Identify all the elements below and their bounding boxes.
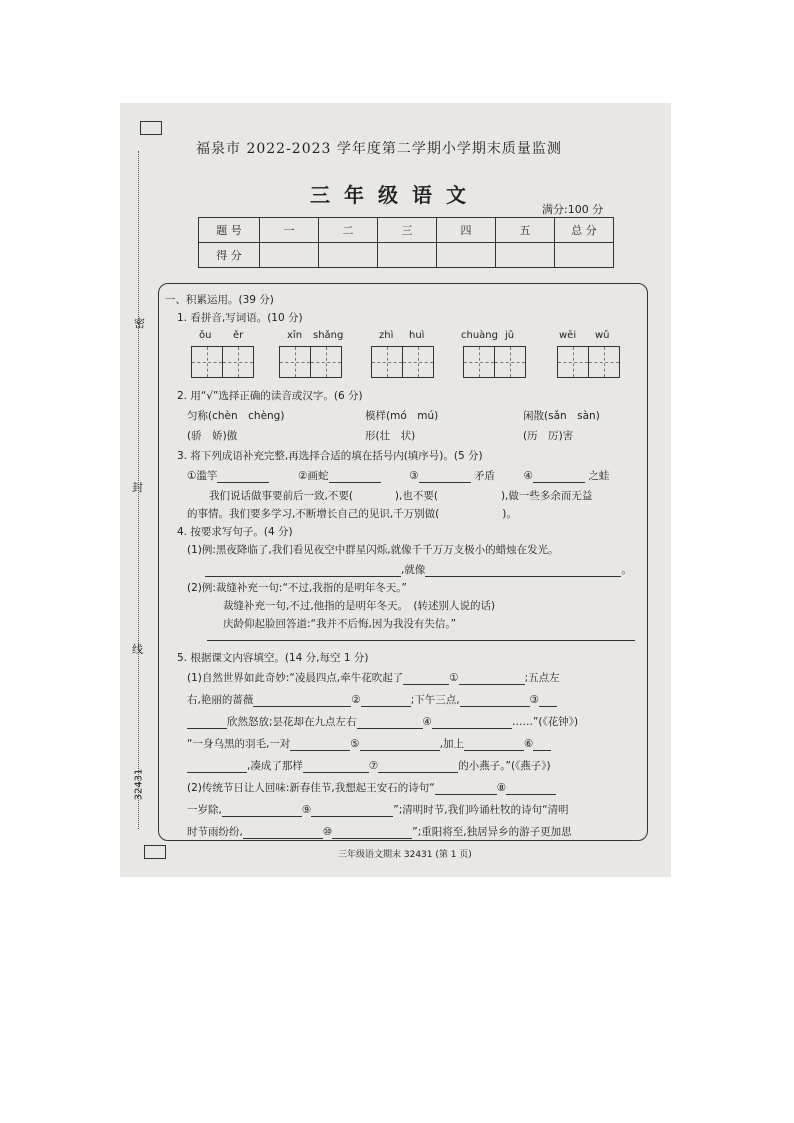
blank-number: ④ bbox=[422, 716, 432, 728]
q2-text: 2. 用“√”选择正确的读音或汉字。(6 分) bbox=[177, 390, 363, 402]
idiom-1: ①滥竽 bbox=[187, 470, 218, 482]
score-cell: 二 bbox=[319, 218, 378, 243]
idiom-blank[interactable] bbox=[329, 472, 381, 483]
answer-blank[interactable] bbox=[205, 566, 401, 577]
score-cell: 四 bbox=[437, 218, 496, 243]
score-entry[interactable] bbox=[555, 243, 614, 268]
fill-blank[interactable] bbox=[435, 784, 497, 795]
answer-blank[interactable] bbox=[425, 566, 621, 577]
fill-blank[interactable] bbox=[360, 740, 440, 751]
q5-text-part: ”;清明时节,我们吟诵杜牧的诗句“清明 bbox=[393, 804, 569, 816]
blank-number: ① bbox=[449, 672, 459, 684]
idiom-3: 矛盾 bbox=[473, 470, 495, 482]
q5-line bbox=[187, 692, 557, 707]
blank-number: ⑤ bbox=[350, 738, 360, 750]
fill-blank[interactable] bbox=[533, 740, 551, 751]
score-cell: 总 分 bbox=[555, 218, 614, 243]
fill-blank[interactable] bbox=[432, 718, 512, 729]
pinyin: huì bbox=[409, 330, 425, 341]
q5-text-part: 右,艳丽的蔷薇 bbox=[187, 694, 254, 706]
q5-line bbox=[187, 824, 572, 839]
fill-blank[interactable] bbox=[464, 740, 524, 751]
q5-text-part: 一岁除, bbox=[187, 804, 222, 816]
idiom-4-num: ④ bbox=[523, 470, 534, 482]
writing-grid[interactable] bbox=[371, 346, 433, 376]
q5-line bbox=[187, 736, 551, 751]
q3-line1: 我们说话做事要前后一致,不要( ),也不要( ),做一些多余而无益 bbox=[209, 490, 593, 502]
fill-blank[interactable] bbox=[403, 674, 449, 685]
q2-item[interactable]: 模样(mó mú) bbox=[365, 410, 439, 422]
fill-blank[interactable] bbox=[222, 806, 302, 817]
fill-blank[interactable] bbox=[539, 696, 557, 707]
idiom-2: ②画蛇 bbox=[298, 470, 329, 482]
fill-blank[interactable] bbox=[332, 828, 412, 839]
writing-grid[interactable] bbox=[463, 346, 525, 376]
score-entry[interactable] bbox=[260, 243, 319, 268]
answer-line[interactable] bbox=[207, 630, 635, 641]
gutter-char-feng: 封 bbox=[132, 481, 143, 494]
q5-line bbox=[187, 780, 556, 795]
pinyin: wǔ bbox=[595, 330, 610, 341]
fill-blank[interactable] bbox=[253, 696, 351, 707]
pinyin: jǔ bbox=[505, 330, 515, 341]
score-cell: 五 bbox=[496, 218, 555, 243]
blank-number: ⑩ bbox=[322, 826, 333, 838]
pinyin: xīn bbox=[287, 330, 303, 341]
fill-blank[interactable] bbox=[460, 696, 530, 707]
pinyin: ǒu bbox=[199, 330, 212, 341]
fill-blank[interactable] bbox=[303, 762, 369, 773]
pinyin: zhì bbox=[379, 330, 394, 341]
top-corner-box bbox=[140, 121, 162, 135]
score-entry[interactable] bbox=[319, 243, 378, 268]
q3-text: 3. 将下列成语补充完整,再选择合适的填在括号内(填序号)。(5 分) bbox=[177, 450, 483, 462]
pinyin: wēi bbox=[559, 330, 577, 341]
blank-number: ⑨ bbox=[301, 804, 312, 816]
q5-text-part: (1)自然世界如此奇妙:“凌晨四点,牵牛花吹起了 bbox=[187, 672, 404, 684]
q2-item[interactable]: (骄 娇)傲 bbox=[187, 430, 238, 442]
fill-blank[interactable] bbox=[506, 784, 556, 795]
q4-text: 4. 按要求写句子。(4 分) bbox=[177, 526, 293, 538]
q4-end: 。 bbox=[621, 564, 632, 576]
exam-title: 福泉市 2022-2023 学年度第二学期小学期末质量监测 bbox=[196, 141, 562, 157]
fill-blank[interactable] bbox=[243, 828, 323, 839]
blank-number: ② bbox=[351, 694, 361, 706]
pinyin: chuàng bbox=[461, 330, 498, 341]
page-footer: 三年级语文期末 32431 (第 1 页) bbox=[338, 850, 472, 860]
idiom-3-num: ③ bbox=[409, 470, 419, 482]
q2-item[interactable]: 匀称(chèn chèng) bbox=[187, 410, 285, 422]
score-entry[interactable] bbox=[437, 243, 496, 268]
q5-text-part: ;五点左 bbox=[524, 672, 560, 684]
fill-blank[interactable] bbox=[187, 718, 227, 729]
score-cell: 一 bbox=[260, 218, 319, 243]
score-entry[interactable] bbox=[378, 243, 437, 268]
blank-number: ⑧ bbox=[496, 782, 507, 794]
fill-blank[interactable] bbox=[357, 718, 423, 729]
pinyin: ěr bbox=[233, 330, 244, 341]
q5-text-part: “一身乌黑的羽毛,一对 bbox=[187, 738, 291, 750]
q2-item[interactable]: 闲散(sǎn sàn) bbox=[523, 410, 600, 422]
q2-item[interactable]: 形(壮 状) bbox=[365, 430, 416, 442]
score-cell: 题 号 bbox=[199, 218, 260, 243]
score-table-row bbox=[199, 218, 614, 243]
q5-line bbox=[187, 802, 569, 817]
section-box bbox=[158, 283, 648, 841]
blank-number: ⑦ bbox=[368, 760, 379, 772]
fill-blank[interactable] bbox=[361, 696, 411, 707]
score-table bbox=[198, 217, 614, 268]
writing-grid[interactable] bbox=[557, 346, 619, 376]
q2-item[interactable]: (历 厉)害 bbox=[523, 430, 574, 442]
score-cell: 得 分 bbox=[199, 243, 260, 268]
q5-text-part: 的小燕子。”(《燕子》) bbox=[458, 760, 551, 772]
writing-grid[interactable] bbox=[191, 346, 253, 376]
exam-paper bbox=[120, 103, 671, 877]
blank-number: ⑥ bbox=[524, 738, 534, 750]
q5-text-part: ,凑成了那样 bbox=[247, 760, 303, 772]
gutter-code: 32431 bbox=[133, 768, 145, 801]
bottom-corner-box bbox=[144, 845, 166, 859]
q3-line2: 的事情。我们要多学习,不断增长自己的见识,千万别做( )。 bbox=[187, 508, 517, 520]
score-table-row bbox=[199, 243, 614, 268]
q5-text: 5. 根据课文内容填空。(14 分,每空 1 分) bbox=[177, 652, 369, 664]
q1-text: 1. 看拼音,写词语。(10 分) bbox=[177, 312, 303, 324]
q5-text-part: ”;重阳将至,独居异乡的游子更加思 bbox=[412, 826, 572, 838]
gutter-char-mi: 密 bbox=[134, 317, 145, 330]
q5-text-part: 欣然怒放;昙花却在九点左右 bbox=[227, 716, 357, 728]
q4-example-2a: 裁缝补充一句,不过,他指的是明年冬天。 (转述别人说的话) bbox=[223, 600, 496, 612]
q5-text-part: ;下午三点, bbox=[410, 694, 460, 706]
q5-line bbox=[187, 714, 578, 729]
q5-text-part: 时节雨纷纷, bbox=[187, 826, 243, 838]
q4-answer-1 bbox=[205, 562, 632, 577]
q4-example-1: (1)例:黑夜降临了,我们看见夜空中群星闪烁,就像千千万万支极小的蜡烛在发光。 bbox=[187, 544, 559, 556]
q5-text-part: ,加上 bbox=[439, 738, 465, 750]
fill-blank[interactable] bbox=[378, 762, 458, 773]
score-entry[interactable] bbox=[496, 243, 555, 268]
q4-example-2b: 庆龄仰起脸回答道:“我并不后悔,因为我没有失信。” bbox=[223, 618, 457, 630]
idiom-blank[interactable] bbox=[533, 472, 585, 483]
fill-blank[interactable] bbox=[290, 740, 350, 751]
q5-line bbox=[187, 758, 551, 773]
q5-text-part: (2)传统节日让人回味:新春佳节,我想起王安石的诗句“ bbox=[187, 782, 435, 794]
q5-text-part: ……”(《花钟》) bbox=[511, 716, 579, 728]
idiom-blank[interactable] bbox=[419, 472, 471, 483]
q4-fill-text: ,就像 bbox=[401, 564, 426, 576]
blank-number: ③ bbox=[529, 694, 540, 706]
pinyin: shǎng bbox=[313, 330, 344, 341]
fill-blank[interactable] bbox=[311, 806, 393, 817]
q4-example-2: (2)例:裁缝补充一句:“不过,我指的是明年冬天。” bbox=[187, 582, 407, 594]
section-heading: 一、积累运用。(39 分) bbox=[165, 294, 274, 306]
idiom-4: 之蛙 bbox=[588, 470, 610, 482]
gutter-char-xian: 线 bbox=[132, 643, 143, 656]
fill-blank[interactable] bbox=[459, 674, 525, 685]
exam-subtitle: 三年级语文 bbox=[310, 183, 480, 207]
full-score: 满分:100 分 bbox=[542, 203, 604, 216]
q3-idioms bbox=[187, 468, 609, 483]
idiom-blank[interactable] bbox=[217, 472, 269, 483]
writing-grid[interactable] bbox=[279, 346, 341, 376]
q5-line bbox=[187, 670, 560, 685]
fill-blank[interactable] bbox=[187, 762, 247, 773]
score-cell: 三 bbox=[378, 218, 437, 243]
